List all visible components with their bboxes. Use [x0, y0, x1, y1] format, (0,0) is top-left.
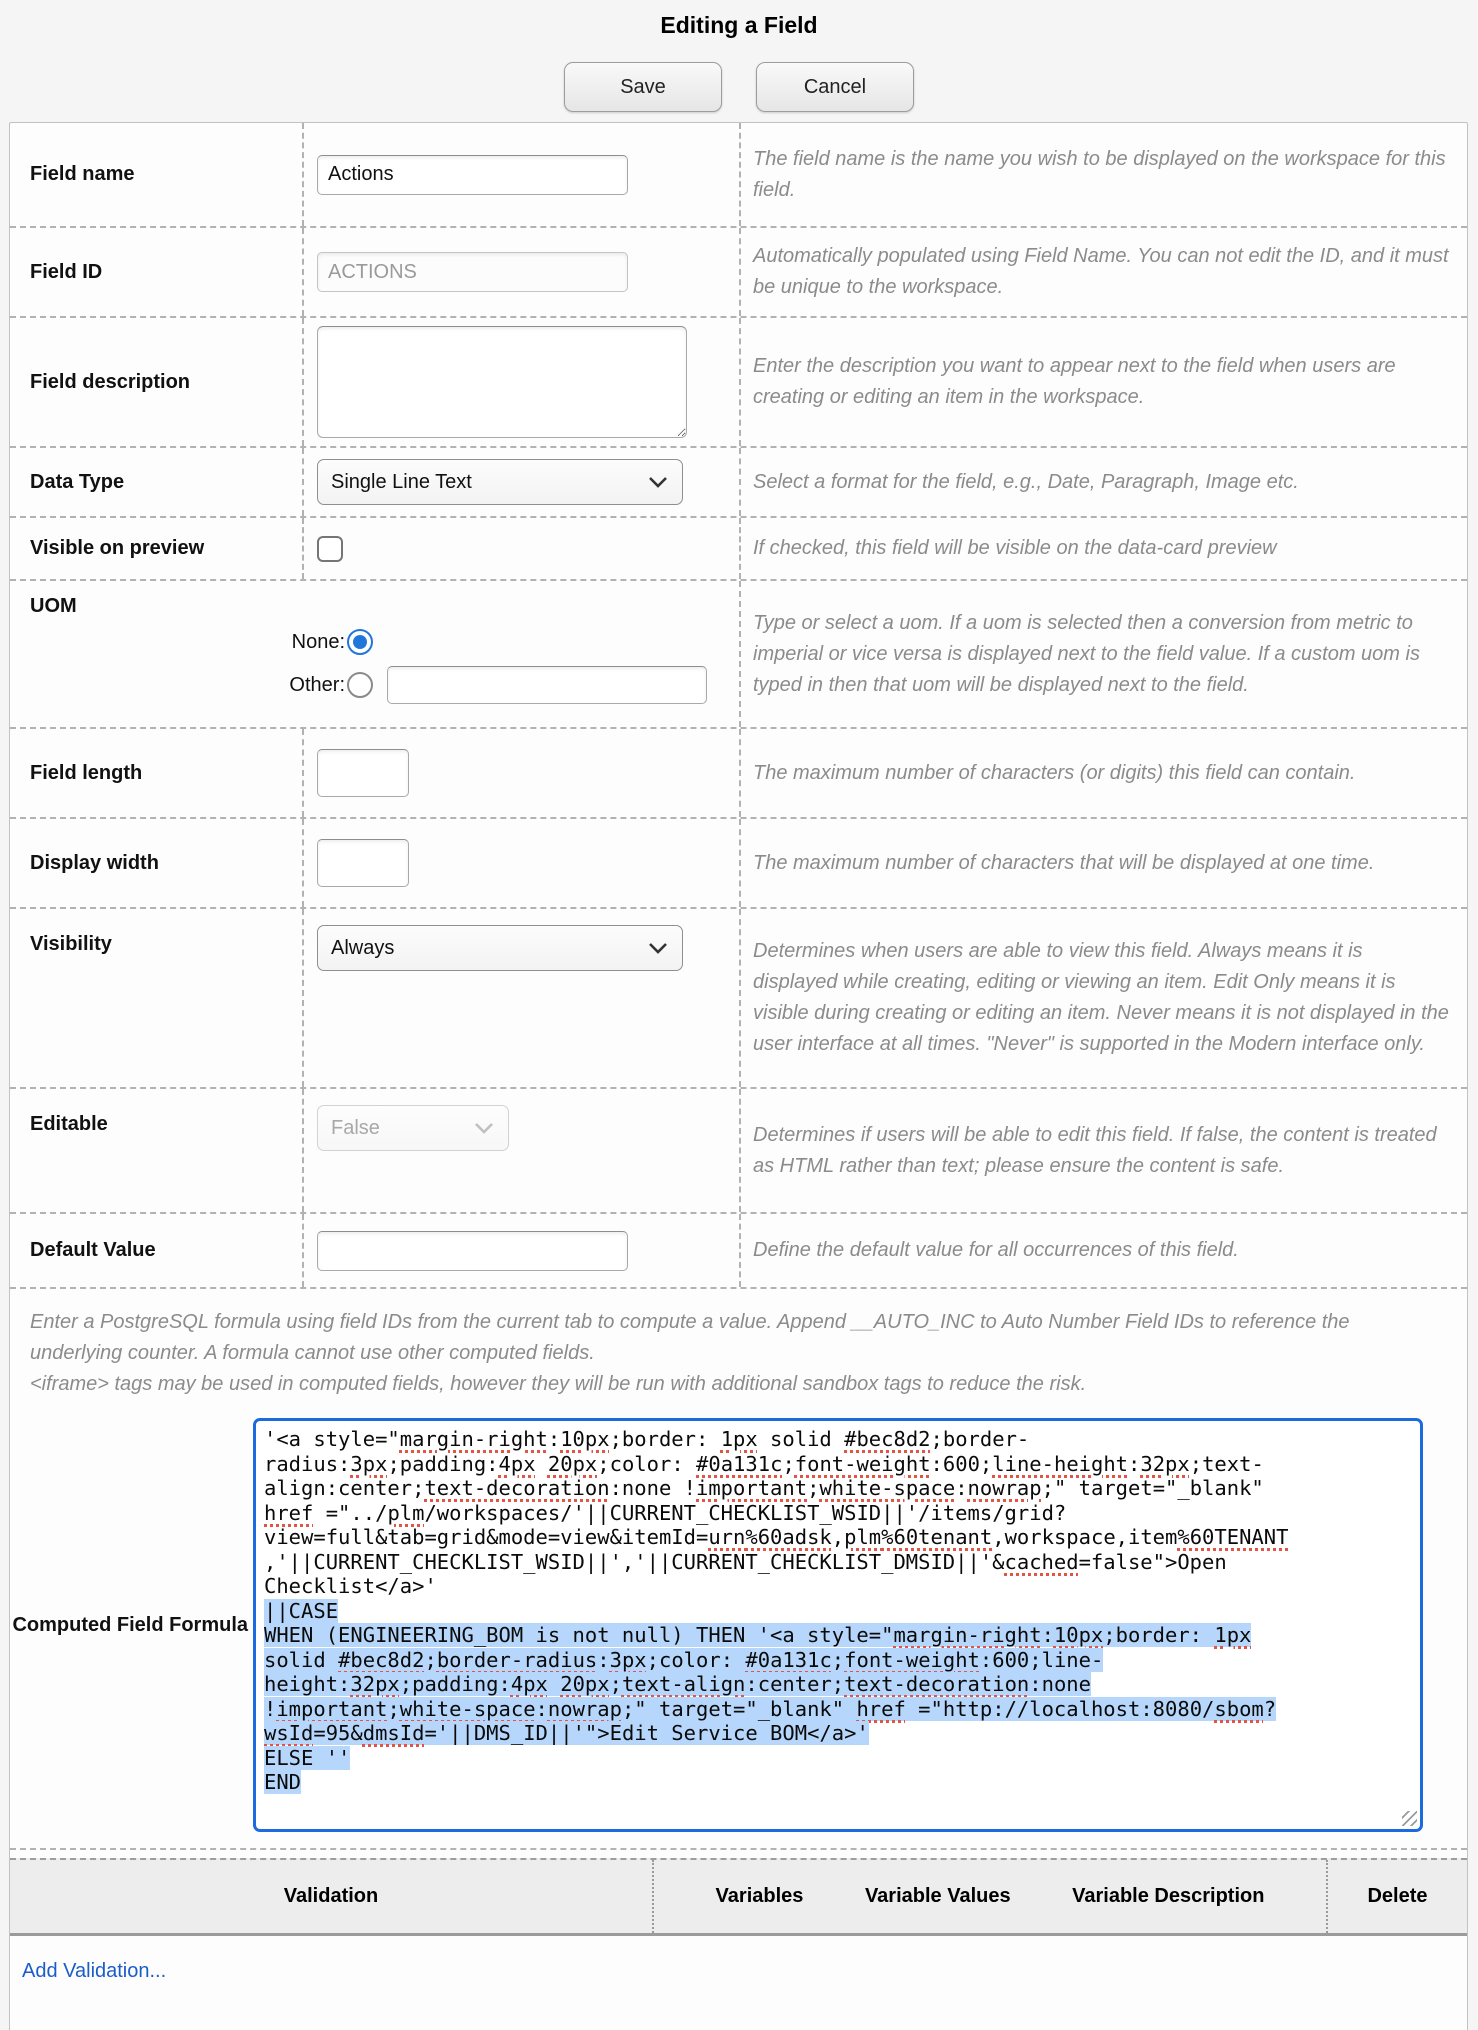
visibility-select[interactable] [317, 925, 683, 971]
field-description-label: Field description [10, 318, 304, 446]
variable-values-column-header: Variable Values [864, 1885, 1011, 1907]
delete-column-header: Delete [1326, 1860, 1467, 1933]
visibility-description: Determines when users are able to view this field. Always means it is displayed while creating, editing or viewing an item. Edit Only means it is visible during creating or editing an item. Never means it is not displayed in the user interface at all times. "Never" is supported in the Modern interface only. [753, 940, 1449, 1055]
computed-formula-textarea[interactable]: '<a style="margin-right:10px;border: 1px solid #bec8d2;border- radius:3px;padding:4px 20px;color: #0a131c;font-weight:600;line-height:32px;text- align:center;text-decoration:none !important;white-space:nowrap;" target="_blank" href ="../plm/workspaces/'||CURRENT_CHECKLIST_WSID||'/items/grid? view=full&tab=grid&mode=view&itemId=urn%60adsk,plm%60tenant,workspace,item%60TENANT ,'||CURRENT_CHECKLIST_WSID||','||CURRENT_CHECKLIST_DMSID||'&cached=false">Open Checklist</a>' ||CASE WHEN (ENGINEERING_BOM is not null) THEN '<a style="margin-right:10px;border: 1px solid #bec8d2;border-radius:3px;color: #0a131c;font-weight:600;line- height:32px;padding:4px 20px;text-align:center;text-decoration:none !important;white-space:nowrap;" target="_blank" href ="http://localhost:8080/sbom? wsId=95&dmsId='||DMS_ID||'">Edit Service BOM</a>' ELSE '' END [253, 1418, 1423, 1832]
data-type-select[interactable] [317, 459, 683, 505]
visible-on-preview-checkbox[interactable] [317, 536, 343, 562]
field-length-input[interactable] [317, 749, 409, 797]
field-edit-form [9, 122, 1468, 2030]
computed-formula-label: Computed Field Formula [12, 1613, 248, 1636]
cancel-button[interactable]: Cancel [756, 62, 914, 112]
uom-cell [10, 581, 741, 727]
display-width-description: The maximum number of characters that will be displayed at one time. [753, 851, 1375, 874]
field-name-description: The field name is the name you wish to be displayed on the workspace for this field. [753, 147, 1446, 201]
default-value-input[interactable] [317, 1231, 628, 1271]
validation-column-header: Validation [283, 1885, 379, 1907]
uom-other-input[interactable] [387, 666, 707, 704]
validation-table-header [10, 1858, 1467, 1936]
row-display-width [10, 819, 1467, 909]
default-value-description: Define the default value for all occurrences of this field. [753, 1239, 1239, 1261]
uom-other-label: Other: [289, 673, 345, 696]
row-data-type [10, 448, 1467, 518]
field-name-label: Field name [10, 123, 304, 226]
display-width-input[interactable] [317, 839, 409, 887]
uom-description: Type or select a uom. If a uom is selected then a conversion from metric to imperial or vice versa is displayed next to the field value. If a custom uom is typed in then that uom will be displayed next to the field. [753, 611, 1420, 696]
row-field-length [10, 729, 1467, 819]
computed-formula-section [10, 1289, 1467, 1850]
row-field-name [10, 123, 1467, 228]
editable-select [317, 1105, 509, 1151]
validation-table-body [10, 1936, 1467, 1983]
data-type-description: Select a format for the field, e.g., Date, Paragraph, Image etc. [753, 470, 1299, 493]
field-description-textarea[interactable] [317, 326, 687, 438]
chevron-down-icon [474, 1122, 494, 1134]
row-visible-on-preview [10, 518, 1467, 581]
uom-label: UOM [30, 595, 77, 617]
uom-none-label: None: [291, 630, 345, 653]
visibility-label: Visibility [10, 909, 304, 1087]
field-name-input[interactable] [317, 155, 628, 195]
row-uom [10, 581, 1467, 729]
visible-on-preview-description: If checked, this field will be visible on the data-card preview [753, 537, 1277, 559]
page-title: Editing a Field [660, 12, 818, 38]
chevron-down-icon [648, 942, 668, 954]
field-id-input [317, 252, 628, 292]
visible-on-preview-label: Visible on preview [10, 518, 304, 579]
editable-description: Determines if users will be able to edit this field. If false, the content is treated as HTML rather than text; please ensure the content is safe. [753, 1123, 1437, 1177]
visibility-selected-value: Always [331, 936, 395, 959]
editable-label: Editable [10, 1089, 304, 1212]
row-default-value [10, 1214, 1467, 1289]
chevron-down-icon [648, 476, 668, 488]
variables-column-header: Variables [715, 1885, 804, 1907]
uom-other-radio[interactable] [347, 672, 373, 698]
row-visibility [10, 909, 1467, 1089]
field-id-description: Automatically populated using Field Name. You can not edit the ID, and it must be unique to the workspace. [753, 245, 1449, 298]
add-validation-link[interactable]: Add Validation... [22, 1960, 167, 1982]
default-value-label: Default Value [10, 1214, 304, 1287]
display-width-label: Display width [10, 819, 304, 907]
save-button[interactable]: Save [564, 62, 722, 112]
field-length-label: Field length [10, 729, 304, 817]
row-field-description [10, 318, 1467, 448]
editable-selected-value: False [331, 1116, 380, 1139]
uom-none-radio[interactable] [347, 629, 373, 655]
field-length-description: The maximum number of characters (or digits) this field can contain. [753, 761, 1356, 784]
row-field-id [10, 228, 1467, 318]
variable-description-column-header: Variable Description [1072, 1885, 1265, 1907]
data-type-selected-value: Single Line Text [331, 470, 472, 493]
formula-instructions: Enter a PostgreSQL formula using field IDs from the current tab to compute a value. Append __AUTO_INC to Auto Number Field IDs to reference the underlying counter. A formula cannot use other computed fields. <iframe> tags may be used in computed fields, however they will be run with additional sandbox tags to reduce the risk. [30, 1311, 1350, 1395]
field-id-label: Field ID [10, 228, 304, 316]
validation-variable-columns [652, 1860, 1326, 1933]
action-buttons [0, 62, 1478, 112]
data-type-label: Data Type [10, 448, 304, 516]
row-editable [10, 1089, 1467, 1214]
field-description-description: Enter the description you want to appear next to the field when users are creating or editing an item in the workspace. [753, 355, 1396, 408]
